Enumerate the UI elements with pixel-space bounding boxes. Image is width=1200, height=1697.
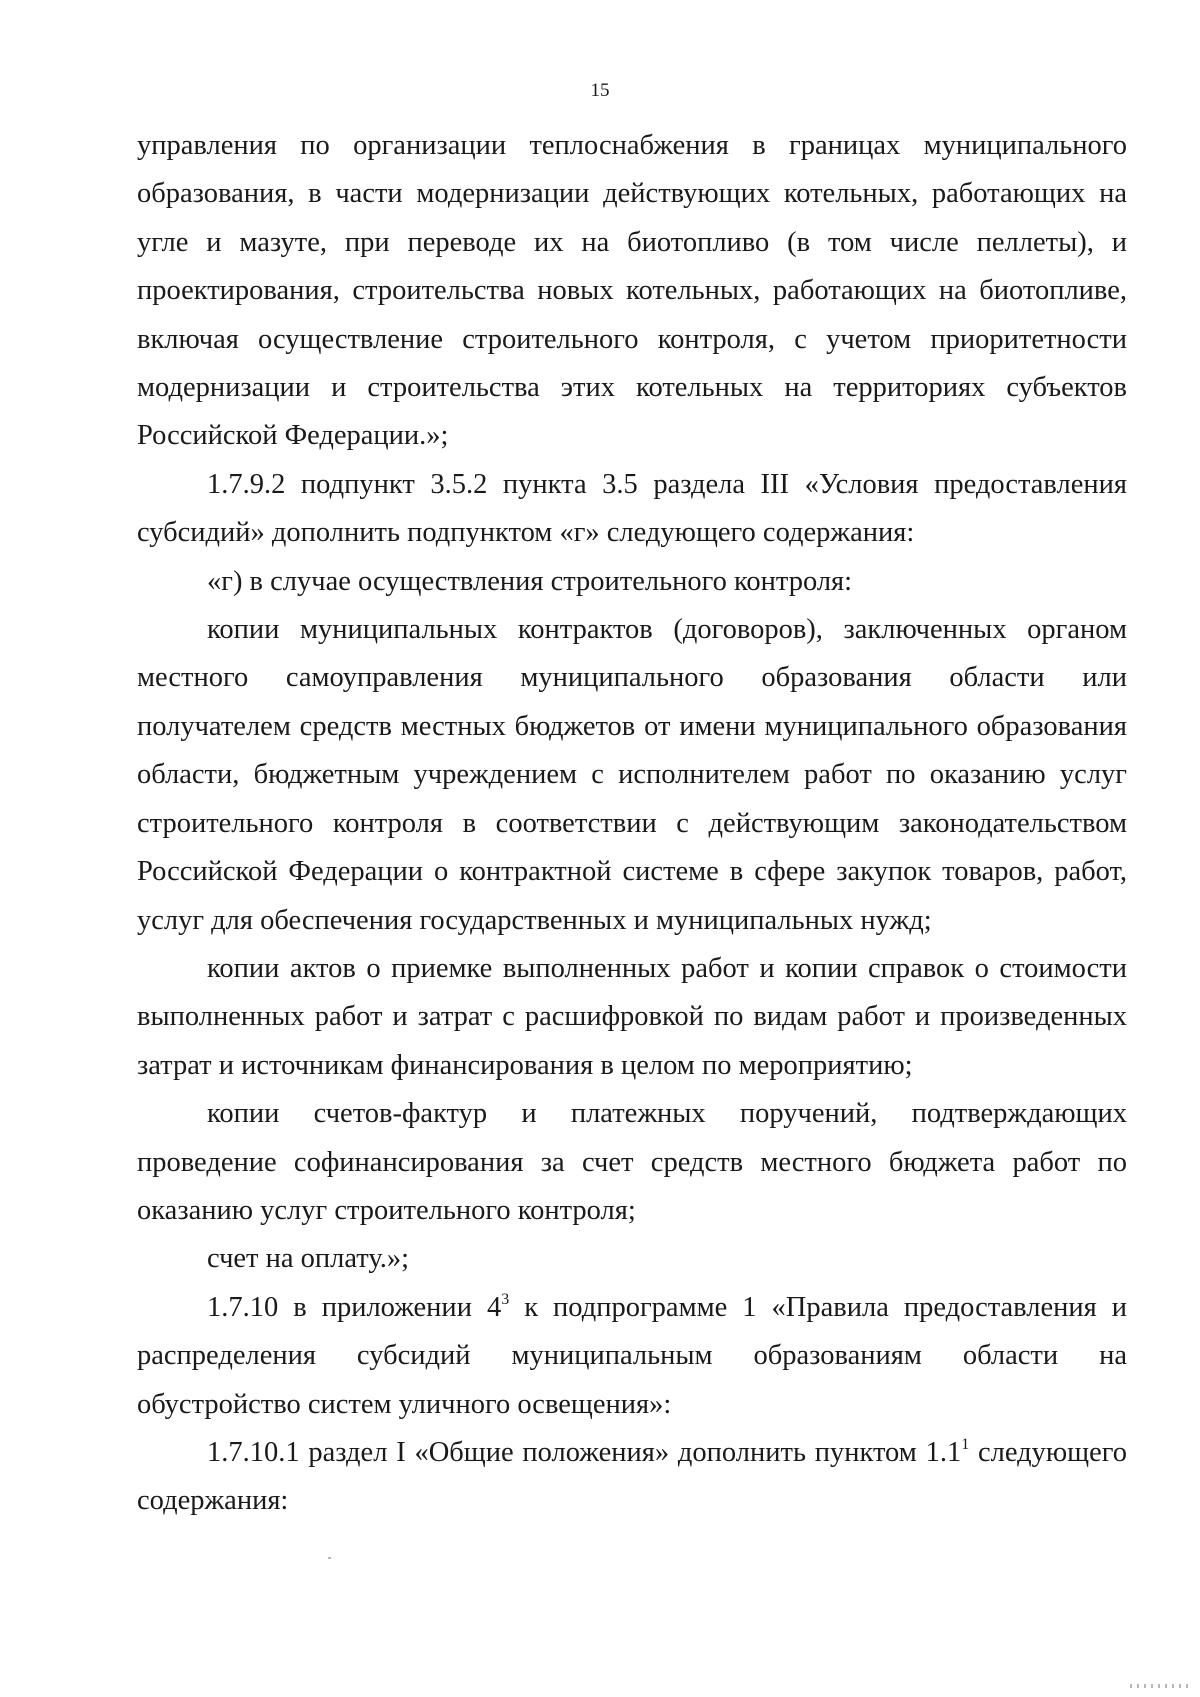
paragraph-1-7-10-1 (137, 1429, 1127, 1526)
paragraph-payment-bill: счет на оплату.»; (207, 1243, 410, 1275)
paragraph-1-7-10-1-lead: 1.7.10.1 раздел I «Общие положения» дополнить пунктом 1.1 (207, 1436, 962, 1468)
scan-edge-marks (1130, 1684, 1190, 1688)
paragraph-1-7-10-1-rest: следующего содержания: (137, 1436, 1127, 1517)
paragraph-1-7-10-lead: 1.7.10 в приложении 4 (207, 1291, 502, 1323)
paragraph-1-7-10-rest: к подпрограмме 1 «Правила предоставления и распределения субсидий муниципальным образованиям области на обустройство систем уличного освещения»: (137, 1291, 1127, 1420)
superscript-1: 1 (961, 1435, 970, 1453)
scan-speck (328, 1557, 331, 1559)
superscript-3: 3 (501, 1290, 510, 1308)
paragraph-1-7-10 (137, 1284, 1127, 1429)
paragraph-subitem-g: «г) в случае осуществления строительного контроля: (207, 565, 853, 597)
paragraph-1-7-9-2: 1.7.9.2 подпункт 3.5.2 пункта 3.5 раздела III «Условия предоставления субсидий» дополнить подпунктом «г» следующего содержания: (137, 468, 1127, 549)
paragraph-invoices: копии счетов-фактур и платежных поручений, подтверждающих проведение софинансирования за счет средств местного бюджета работ по оказанию услуг строительного контроля; (137, 1098, 1127, 1226)
paragraph-continuation: управления по организации теплоснабжения в границах муниципального образования, в части модернизации действующих котельных, работающих на угле и мазуте, при переводе их на биотопливо (в том числе пеллеты), и проектирования, строительства новых котельных, работающих на биотопливе, включая осуществление строительного контроля, с учетом приоритетности модернизации и строительства этих котельных на территориях субъектов Российской Федерации.»; (137, 130, 1127, 452)
paragraph-acceptance-acts: копии актов о приемке выполненных работ и копии справок о стоимости выполненных работ и затрат с расшифровкой по видам работ и произведенных затрат и источникам финансирования в целом по мероприятию; (137, 952, 1127, 1081)
paragraph-contract-copies: копии муниципальных контрактов (договоров), заключенных органом местного самоуправления муниципального образования области или получателем средств местных бюджетов от имени муниципального образования области, бюджетным учреждением с исполнителем работ по оказанию услуг строительного контроля в соответствии с действующим законодательством Российской Федерации о контрактной системе в сфере закупок товаров, работ, услуг для обеспечения государственных и муниципальных нужд; (137, 614, 1127, 936)
document-body (137, 122, 1127, 1526)
page-number: 15 (590, 80, 610, 101)
